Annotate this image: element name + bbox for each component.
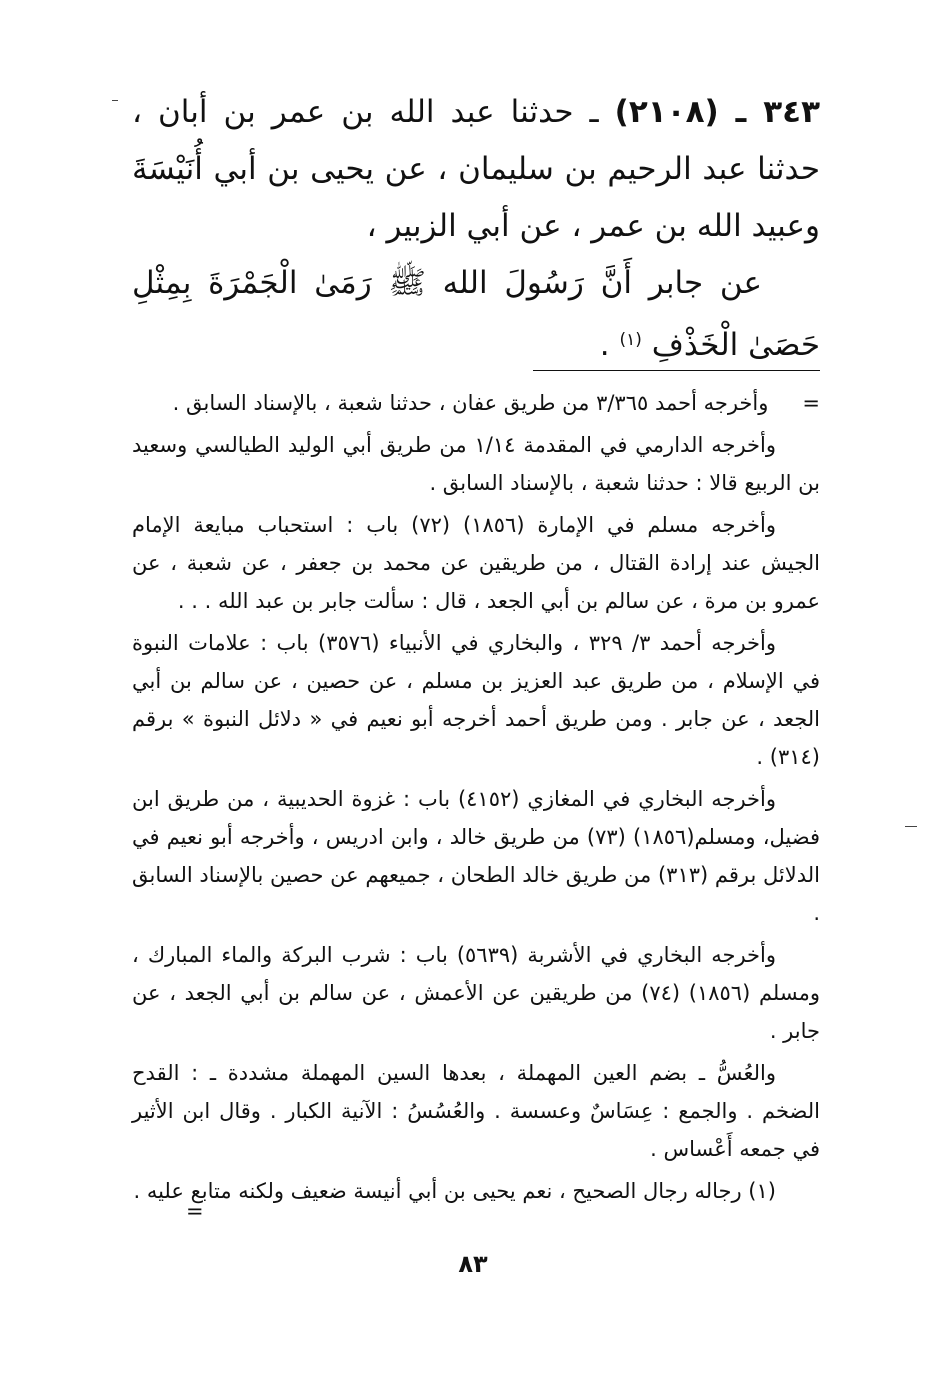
hadith-matn xyxy=(132,255,820,374)
hadith-text xyxy=(132,84,820,374)
isnad-text: ـ حدثنا عبد الله بن عمر بن أبان ، حدثنا عبد الرحيم بن سليمان ، عن يحيى بن أبي أُنَيْسَةَ وعبيد الله بن عمر ، عن أبي الزبير ، xyxy=(132,94,820,244)
footnotes xyxy=(132,384,820,1224)
hadith-number: ٣٤٣ ـ (٢١٠٨) xyxy=(614,94,820,130)
footnote-separator xyxy=(533,370,820,371)
page-number: ٨٣ xyxy=(458,1250,488,1278)
matn-end: . xyxy=(599,327,620,363)
note-paragraph: وأخرجه البخاري في الأشربة (٥٦٣٩) باب : شرب البركة والماء المبارك ، ومسلم (١٨٥٦) (٧٤) من طريقين عن الأعمش ، عن سالم بن أبي الجعد ، عن جابر . xyxy=(132,943,820,1043)
matn-text: عن جابر أَنَّ رَسُولَ الله ﷺ رَمَىٰ الْجَمْرَةَ بِمِثْلِ حَصَىٰ الْخَذْفِ xyxy=(132,265,820,363)
scan-mark xyxy=(905,826,917,827)
continuation-mark: = xyxy=(186,1199,204,1223)
note-paragraph: والعُسُّ ـ بضم العين المهملة ، بعدها السين المهملة مشددة ـ : القدح الضخم . والجمع : عِسَاسٌ وعسسة . والعُسُسُ : الآنية الكبار . وقال ابن الأثير في جمعه أَعْساس . xyxy=(132,1061,820,1161)
hadith-isnad xyxy=(132,84,820,255)
note-paragraph: وأخرجه أحمد ٣/ ٣٢٩ ، والبخاري في الأنبياء (٣٥٧٦) باب : علامات النبوة في الإسلام ، من طريق عبد العزيز بن مسلم ، عن حصين ، عن سالم بن أبي الجعد ، عن جابر . ومن طريق أحمد أخرجه أبو نعيم في « دلائل النبوة » برقم (٣١٤) . xyxy=(132,631,820,769)
footnote-reference: (١) xyxy=(619,330,642,350)
note-paragraph xyxy=(132,384,820,422)
note-paragraph: وأخرجه الدارمي في المقدمة ١/١٤ من طريق أبي الوليد الطيالسي وسعيد بن الربيع قالا : حدثنا شعبة ، بالإسناد السابق . xyxy=(132,433,820,495)
footnote-1 xyxy=(132,1172,820,1223)
scan-mark xyxy=(112,100,118,101)
continuation-mark: = xyxy=(802,391,820,415)
note-paragraph: وأخرجه مسلم في الإمارة (١٨٥٦) (٧٢) باب : استحباب مبايعة الإمام الجيش عند إرادة القتال ، من طريقين عن محمد بن جعفر ، عن شعبة ، عن عمرو بن مرة ، عن سالم بن أبي الجعد ، قال : سألت جابر بن عبد الله . . . xyxy=(132,513,820,613)
note-text: وأخرجه أحمد ٣/٣٦٥ من طريق عفان ، حدثنا شعبة ، بالإسناد السابق . xyxy=(172,391,769,415)
note-paragraph: وأخرجه البخاري في المغازي (٤١٥٢) باب : غزوة الحديبية ، من طريق ابن فضيل، ومسلم(١٨٥٦) (٧٣) من طريق خالد ، وابن ادريس ، وأخرجه أبو نعيم في الدلائل برقم (٣١٣) من طريق خالد الطحان ، جميعهم عن حصين بالإسناد السابق . xyxy=(132,787,820,925)
note-text: (١) رجاله رجال الصحيح ، نعم يحيى بن أبي أنيسة ضعيف ولكنه متابع عليه . xyxy=(133,1179,776,1203)
